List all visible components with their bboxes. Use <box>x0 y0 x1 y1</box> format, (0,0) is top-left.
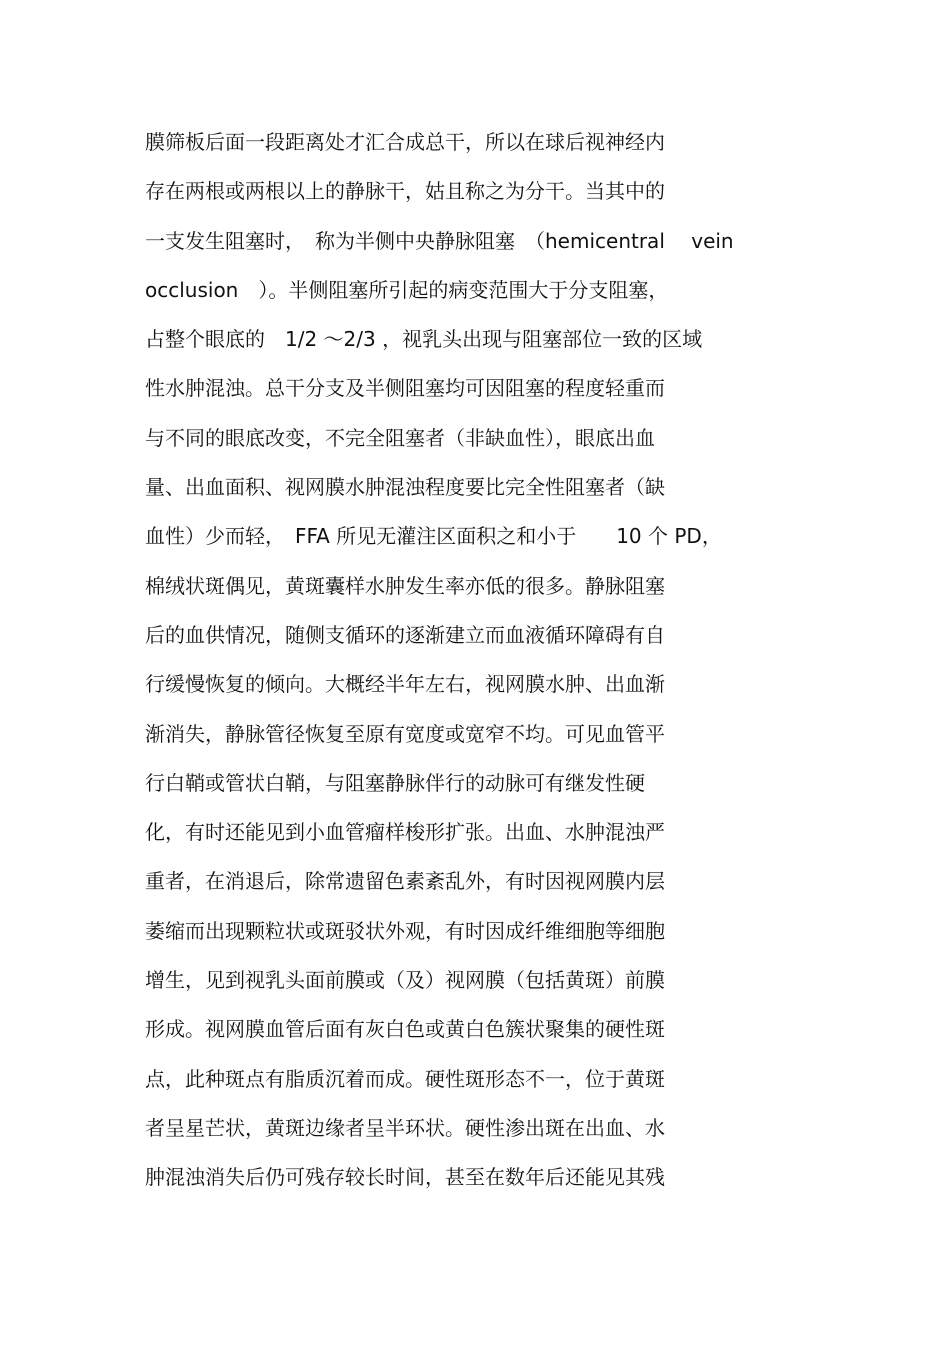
text-line: 行缓慢恢复的倾向。大概经半年左右，视网膜水肿、出血渐 <box>145 672 665 697</box>
text-line: 肿混浊消失后仍可残存较长时间，甚至在数年后还能见其残 <box>145 1165 665 1190</box>
text-line: 者呈星芒状，黄斑边缘者呈半环状。硬性渗出斑在出血、水 <box>145 1115 665 1140</box>
text-line: 膜筛板后面一段距离处才汇合成总干，所以在球后视神经内 <box>145 130 665 154</box>
text-line: 占整个眼底的 1/2 ～2/3 ，视乳头出现与阻塞部位一致的区域 <box>145 327 703 352</box>
text-line: 行白鞘或管状白鞘，与阻塞静脉伴行的动脉可有继发性硬 <box>145 770 645 795</box>
text-line: 血性）少而轻， FFA 所见无灌注区面积之和小于 10 个 PD， <box>145 524 722 549</box>
text-line: 重者，在消退后，除常遗留色素紊乱外，有时因视网膜内层 <box>145 869 665 894</box>
text-line: 存在两根或两根以上的静脉干，姑且称之为分干。当其中的 <box>145 179 665 204</box>
text-line: 一支发生阻塞时， 称为半侧中央静脉阻塞 （hemicentral vein <box>145 228 734 253</box>
text-line: 萎缩而出现颗粒状或斑驳状外观，有时因成纤维细胞等细胞 <box>145 918 665 943</box>
text-line: 后的血供情况，随侧支循环的逐渐建立而血液循环障碍有自 <box>145 622 665 647</box>
text-line: 形成。视网膜血管后面有灰白色或黄白色簇状聚集的硬性斑 <box>145 1017 665 1042</box>
body-text <box>145 122 825 1207</box>
text-line: 棉绒状斑偶见，黄斑囊样水肿发生率亦低的很多。静脉阻塞 <box>145 573 665 598</box>
text-line: 性水肿混浊。总干分支及半侧阻塞均可因阻塞的程度轻重而 <box>145 376 665 401</box>
text-line: occlusion ）。半侧阻塞所引起的病变范围大于分支阻塞， <box>145 277 669 302</box>
text-line: 量、出血面积、视网膜水肿混浊程度要比完全性阻塞者（缺 <box>145 475 665 500</box>
text-line: 渐消失，静脉管径恢复至原有宽度或宽窄不均。可见血管平 <box>145 721 665 746</box>
text-line: 与不同的眼底改变，不完全阻塞者（非缺血性），眼底出血 <box>145 425 655 450</box>
text-line: 增生，见到视乳头面前膜或（及）视网膜（包括黄斑）前膜 <box>145 968 665 993</box>
text-line: 点，此种斑点有脂质沉着而成。硬性斑形态不一，位于黄斑 <box>145 1066 665 1091</box>
text-line: 化，有时还能见到小血管瘤样梭形扩张。出血、水肿混浊严 <box>145 820 665 845</box>
